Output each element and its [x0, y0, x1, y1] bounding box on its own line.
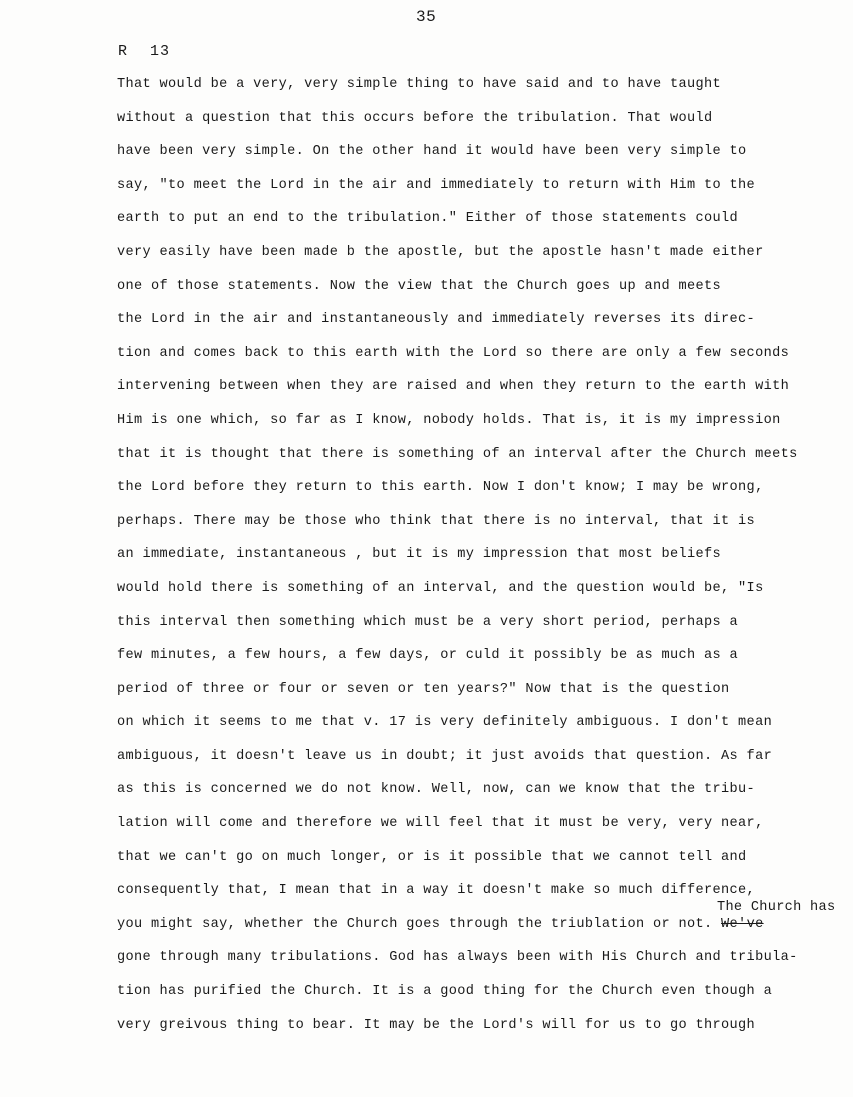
- text-line: intervening between when they are raised and when they return to the earth with: [117, 379, 790, 395]
- correction-insertion: The Church has: [717, 900, 836, 915]
- text-line: perhaps. There may be those who think that there is no interval, that it is: [117, 513, 756, 529]
- text-line: That would be a very, very simple thing to have said and to have taught: [117, 77, 722, 92]
- text-line: tion has purified the Church. It is a good thing for the Church even though a: [117, 984, 773, 1000]
- text-line: few minutes, a few hours, a few days, or culd it possibly be as much as a: [117, 648, 739, 664]
- text-line: the Lord in the air and instantaneously and immediately reverses its direc-: [117, 312, 756, 328]
- body-text: [117, 74, 817, 1048]
- text-line: gone through many tribulations. God has always been with His Church and tribula-: [117, 950, 798, 966]
- page-number: 35: [416, 8, 437, 26]
- line-text: you might say, whether the Church goes through the triublation or not.: [117, 916, 722, 932]
- text-line: one of those statements. Now the view that the Church goes up and meets: [117, 278, 722, 294]
- text-line: say, "to meet the Lord in the air and immediately to return with Him to the: [117, 177, 756, 193]
- text-line: have been very simple. On the other hand it would have been very simple to: [117, 144, 747, 160]
- reference-letter: R: [118, 43, 129, 60]
- text-line: that we can't go on much longer, or is it possible that we cannot tell and: [117, 849, 747, 865]
- text-line: consequently that, I mean that in a way it doesn't make so much difference,: [117, 883, 756, 899]
- reference-number: 13: [150, 43, 171, 60]
- reference-label: [118, 43, 192, 60]
- struck-word: We've: [721, 916, 764, 932]
- text-line: very greivous thing to bear. It may be the Lord's will for us to go through: [117, 1017, 756, 1033]
- text-line: an immediate, instantaneous , but it is my impression that most beliefs: [117, 547, 722, 563]
- text-line: period of three or four or seven or ten years?" Now that is the question: [117, 681, 730, 697]
- text-line: would hold there is something of an interval, and the question would be, "Is: [117, 580, 764, 596]
- text-line: ambiguous, it doesn't leave us in doubt; it just avoids that question. As far: [117, 748, 773, 764]
- text-line: earth to put an end to the tribulation." Either of those statements could: [117, 211, 739, 227]
- text-line: tion and comes back to this earth with the Lord so there are only a few seconds: [117, 345, 790, 361]
- text-line: the Lord before they return to this earth. Now I don't know; I may be wrong,: [117, 480, 764, 496]
- text-line: on which it seems to me that v. 17 is very definitely ambiguous. I don't mean: [117, 715, 773, 731]
- text-line: very easily have been made b the apostle, but the apostle hasn't made either: [117, 244, 764, 260]
- text-line-with-correction: [117, 914, 817, 948]
- text-line: without a question that this occurs before the tribulation. That would: [117, 110, 713, 126]
- text-line: lation will come and therefore we will feel that it must be very, very near,: [117, 816, 764, 832]
- text-line: Him is one which, so far as I know, nobody holds. That is, it is my impression: [117, 412, 781, 428]
- text-line: as this is concerned we do not know. Well, now, can we know that the tribu-: [117, 782, 756, 798]
- text-line: this interval then something which must be a very short period, perhaps a: [117, 614, 739, 630]
- text-line: that it is thought that there is something of an interval after the Church meets: [117, 446, 798, 462]
